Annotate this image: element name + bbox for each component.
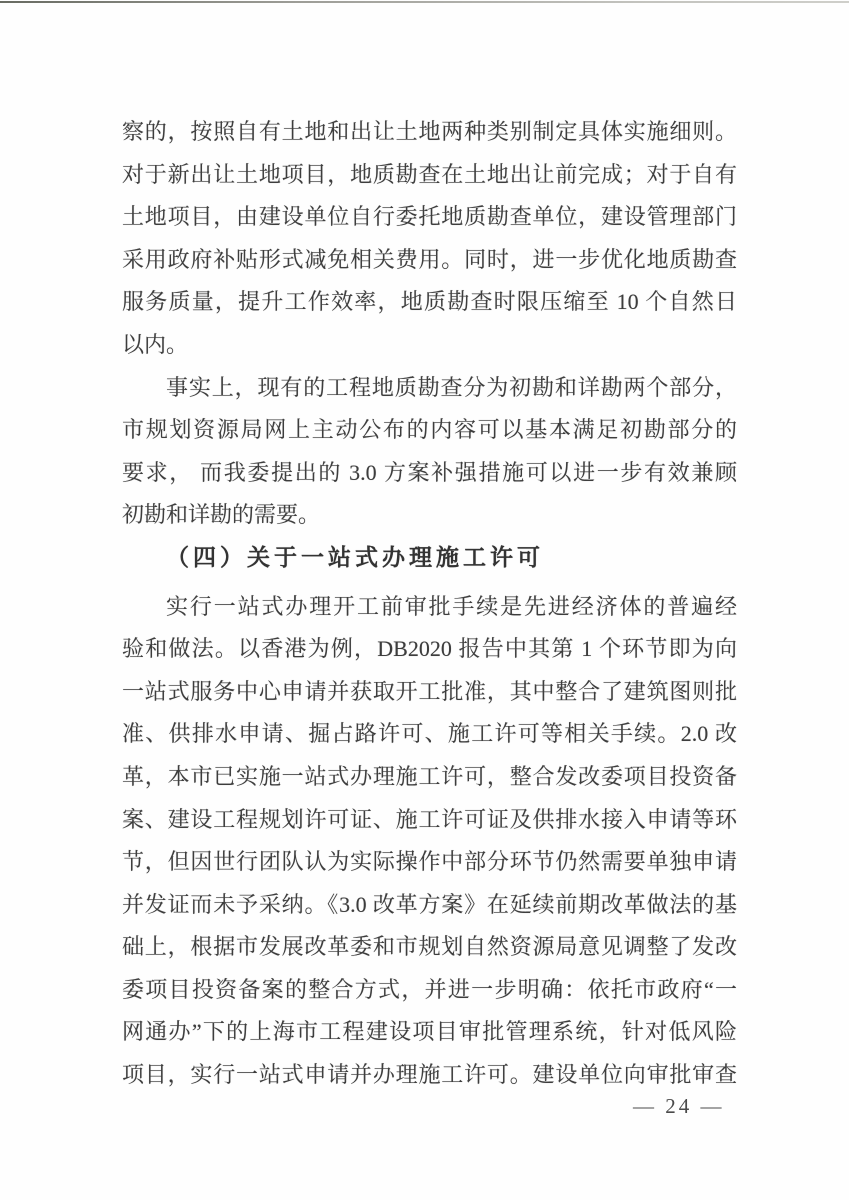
text-line: 察的，按照自有土地和出让土地两种类别制定具体实施细则。 <box>122 119 737 144</box>
text-line: 要求， 而我委提出的 3.0 方案补强措施可以进一步有效兼顾 <box>122 459 737 485</box>
text-line: 对于新出让土地项目，地质勘查在土地出让前完成；对于自有 <box>122 161 737 187</box>
text-line: 项目，实行一站式申请并办理施工许可。建设单位向审批审查 <box>122 1062 737 1088</box>
text-line: 事实上，现有的工程地质勘查分为初勘和详勘两个部分， <box>166 374 737 400</box>
text-line: 一站式服务中心申请并获取开工批准，其中整合了建筑图则批 <box>122 678 737 704</box>
page-number: — 24 — <box>633 1094 725 1118</box>
text-line: 础上，根据市发展改革委和市规划自然资源局意见调整了发改 <box>122 934 737 960</box>
text-line: 委项目投资备案的整合方式，并进一步明确：依托市政府“一 <box>122 976 737 1002</box>
text-line: 以内。 <box>122 331 189 357</box>
paragraph <box>122 367 737 537</box>
text-line: 案、建设工程规划许可证、施工许可证及供排水接入申请等环 <box>122 806 737 832</box>
text-line: 土地项目，由建设单位自行委托地质勘查单位，建设管理部门 <box>122 204 737 230</box>
text-line: 验和做法。以香港为例，DB2020 报告中其第 1 个环节即为向 <box>122 636 737 662</box>
paragraph <box>122 586 737 1097</box>
text-line: 市规划资源局网上主动公布的内容可以基本满足初勘部分的 <box>122 417 737 443</box>
text-line: 实行一站式办理开工前审批手续是先进经济体的普遍经 <box>166 593 737 619</box>
text-line: 采用政府补贴形式减免相关费用。同时，进一步优化地质勘查 <box>122 246 737 272</box>
text-line: 并发证而未予采纳。《3.0 改革方案》在延续前期改革做法的基 <box>122 891 737 917</box>
section-heading: （四）关于一站式办理施工许可 <box>166 544 544 570</box>
paragraph <box>122 111 737 367</box>
text-line: 节，但因世行团队认为实际操作中部分环节仍然需要单独申请 <box>122 849 737 875</box>
text-line: 革，本市已实施一站式办理施工许可，整合发改委项目投资备 <box>122 763 737 789</box>
text-line: 准、供排水申请、掘占路许可、施工许可等相关手续。2.0 改 <box>122 721 737 747</box>
text-line: 网通办”下的上海市工程建设项目审批管理系统，针对低风险 <box>122 1019 737 1045</box>
document-content <box>122 111 737 1097</box>
text-line: 服务质量，提升工作效率，地质勘查时限压缩至 10 个自然日 <box>122 289 737 315</box>
scan-edge-artifact <box>0 1 849 3</box>
text-line: 初勘和详勘的需要。 <box>122 502 321 528</box>
